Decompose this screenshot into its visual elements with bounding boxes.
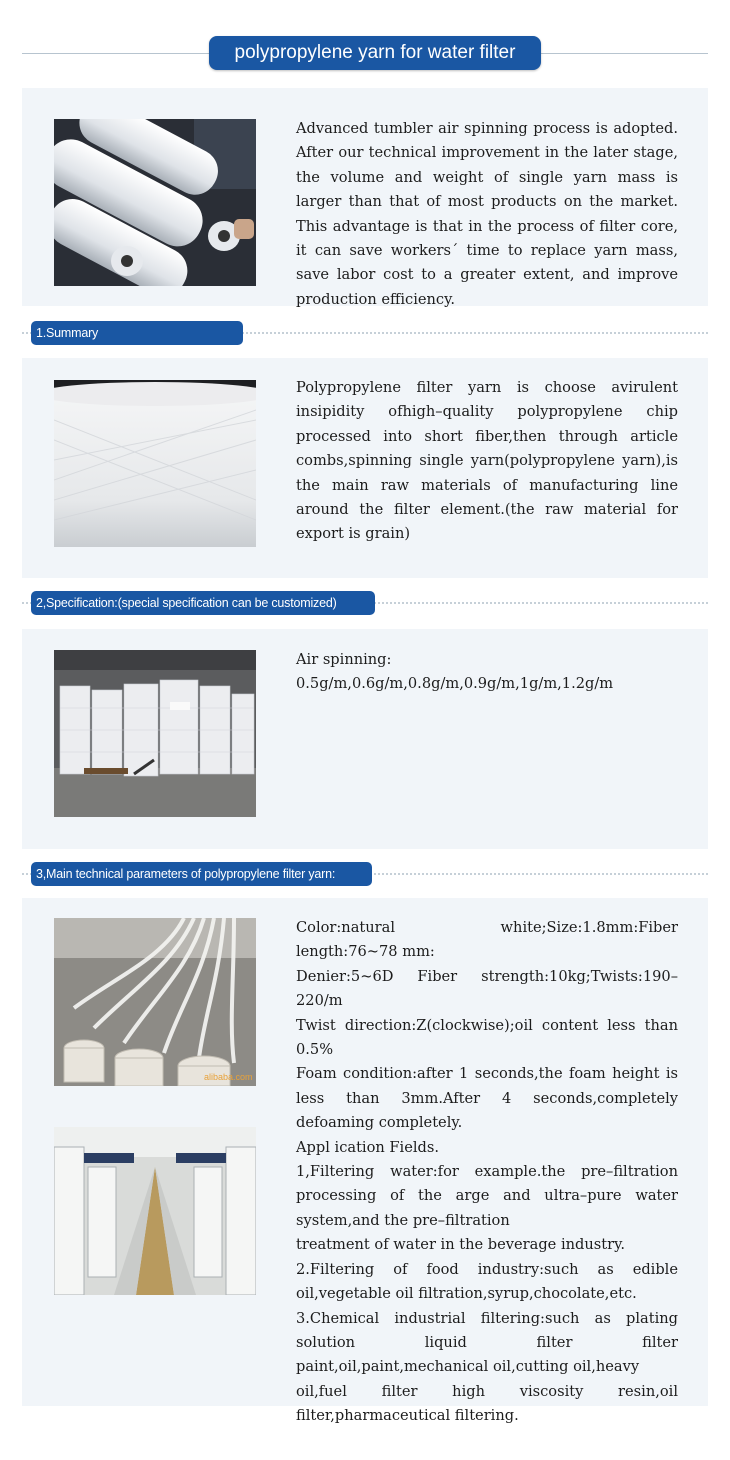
- spinning-hall-photo: [54, 1127, 256, 1295]
- spinning-machine-photo: [54, 918, 256, 1086]
- param-line: Denier:5~6D Fiber strength:10kg;Twists:190–220/m: [296, 967, 678, 1010]
- param-line: Color:natural white;Size:1.8mm:Fiber length:76~78 mm:: [296, 919, 678, 961]
- param-line: 1,Filtering water:for example.the pre–filtration processing of the arge and ultra–pure water system,and the pre–filtration: [296, 1163, 678, 1229]
- param-line: Appl ication Fields.: [296, 1138, 439, 1156]
- parameters-text: [296, 916, 678, 1429]
- section-parameters-header: [0, 862, 730, 886]
- page-header: [0, 34, 730, 74]
- param-line: oil,fuel filter high viscosity resin,oil filter,pharmaceutical filtering.: [296, 1382, 678, 1425]
- section-summary-header: [0, 321, 730, 345]
- spec-line: 0.5g/m,0.6g/m,0.8g/m,0.9g/m,1g/m,1.2g/m: [296, 675, 614, 693]
- summary-text: Polypropylene filter yarn is choose avirulent insipidity ofhigh–quality polypropylene chip processed into short fiber,then through article combs,spinning single yarn(polypropylene yarn),is the main raw materials of manufacturing line around the filter element.(the raw material for export is grain): [296, 379, 678, 543]
- section-specification-header: [0, 591, 730, 615]
- photo-watermark: alibaba.com: [204, 1072, 253, 1082]
- param-line: 2.Filtering of food industry:such as edible oil,vegetable oil filtration,syrup,chocolate,etc.: [296, 1260, 678, 1303]
- yarn-cone-photo: [54, 380, 256, 547]
- section-title-parameters: 3,Main technical parameters of polypropylene filter yarn:: [31, 862, 372, 886]
- param-line: Twist direction:Z(clockwise);oil content less than 0.5%: [296, 1016, 678, 1059]
- spec-line: Air spinning:: [296, 651, 392, 668]
- page-title: polypropylene yarn for water filter: [209, 36, 541, 70]
- warehouse-photo: [54, 650, 256, 817]
- param-line: Foam condition:after 1 seconds,the foam height is less than 3mm.After 4 seconds,completely defoaming completely.: [296, 1065, 678, 1132]
- param-line: 3.Chemical industrial filtering:such as plating solution liquid filter filter paint,oil,paint,mechanical oil,cutting oil,heavy: [296, 1309, 678, 1376]
- intro-text: Advanced tumbler air spinning process is adopted. After our technical improvement in the later stage, the volume and weight of single yarn mass is larger than that of most products on the market. This advantage is that in the process of filter core, it can save workers´ time to replace yarn mass, save labor cost to a greater extent, and improve production efficiency.: [296, 120, 678, 308]
- section-title-summary: 1.Summary: [31, 321, 243, 345]
- param-line: treatment of water in the beverage industry.: [296, 1236, 626, 1254]
- yarn-rolls-photo: [54, 119, 256, 286]
- specification-text: [296, 648, 678, 697]
- section-title-specification: 2,Specification:(special specification can be customized): [31, 591, 375, 615]
